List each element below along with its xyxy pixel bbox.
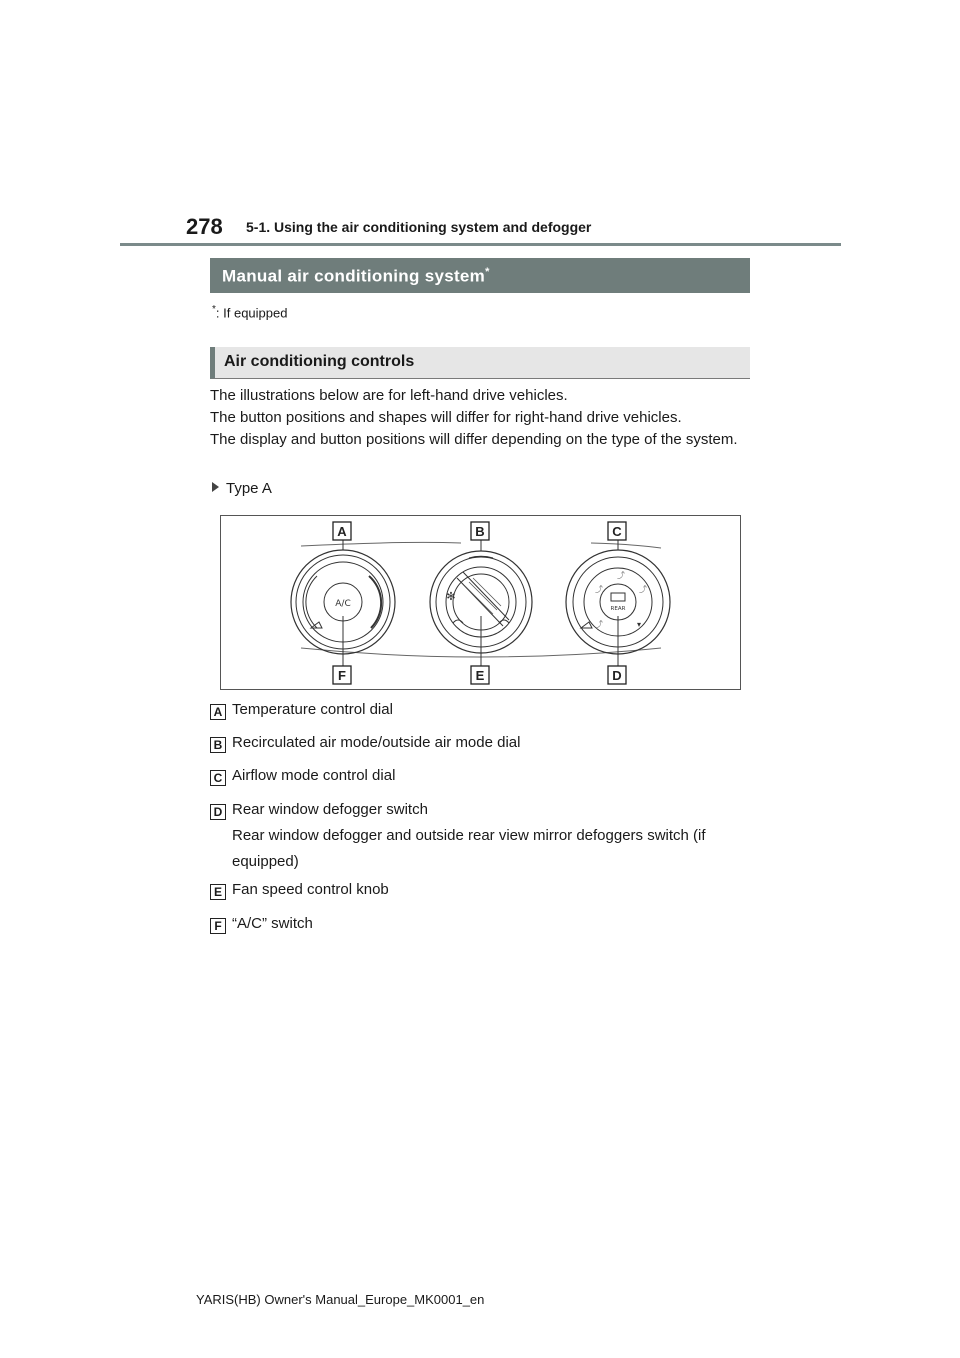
callout-e bbox=[471, 666, 489, 684]
legend-text-a: Temperature control dial bbox=[232, 701, 393, 718]
rear-button-text: REAR bbox=[610, 606, 626, 612]
svg-text:⤴: ⤴ bbox=[595, 620, 603, 629]
callout-a bbox=[333, 522, 351, 540]
type-label bbox=[212, 480, 272, 497]
legend-subtext-d: Rear window defogger and outside rear view mirror defoggers switch (if equipped) bbox=[232, 827, 706, 870]
legend-text-b: Recirculated air mode/outside air mode dial bbox=[232, 734, 521, 751]
callout-f bbox=[333, 666, 351, 684]
footnote bbox=[212, 304, 287, 320]
page-number: 278 bbox=[186, 214, 223, 239]
intro-line-1: The illustrations below are for left-hand drive vehicles. bbox=[210, 387, 568, 404]
callout-b-label: B bbox=[475, 524, 485, 539]
callout-c-label: C bbox=[612, 524, 622, 539]
legend-text-c: Airflow mode control dial bbox=[232, 767, 396, 784]
section-title-mark: * bbox=[485, 266, 490, 278]
type-label-text: Type A bbox=[226, 480, 272, 497]
legend-item-a bbox=[210, 701, 393, 720]
triangle-arrow-icon bbox=[212, 482, 219, 492]
legend-item-f bbox=[210, 915, 313, 934]
callout-b bbox=[471, 522, 489, 540]
svg-text:⤴: ⤴ bbox=[617, 571, 625, 580]
legend-text-d: Rear window defogger switch bbox=[232, 801, 428, 818]
chapter-title: 5-1. Using the air conditioning system and defogger bbox=[246, 219, 592, 235]
legend-key-d: D bbox=[210, 804, 226, 820]
legend-item-e bbox=[210, 881, 389, 900]
svg-text:▾: ▾ bbox=[637, 620, 642, 629]
callout-e-label: E bbox=[475, 668, 485, 683]
svg-text:⤴: ⤴ bbox=[595, 585, 603, 594]
legend-item-c bbox=[210, 767, 395, 786]
section-title: Manual air conditioning system bbox=[222, 266, 486, 286]
intro-line-2: The button positions and shapes will differ for right-hand drive vehicles. bbox=[210, 409, 682, 426]
control-panel-illustration bbox=[221, 516, 740, 689]
legend-key-c: C bbox=[210, 770, 226, 786]
callout-c bbox=[608, 522, 626, 540]
legend-key-a: A bbox=[210, 704, 226, 720]
legend-item-d bbox=[210, 801, 428, 820]
callout-d bbox=[608, 666, 626, 684]
subsection-title: Air conditioning controls bbox=[210, 347, 750, 379]
callout-f-label: F bbox=[338, 668, 346, 683]
legend-text-e: Fan speed control knob bbox=[232, 881, 389, 898]
section-title-bar bbox=[210, 258, 750, 293]
callout-d-label: D bbox=[612, 668, 622, 683]
legend-key-f: F bbox=[210, 918, 226, 934]
legend-key-b: B bbox=[210, 737, 226, 753]
legend-text-f: “A/C” switch bbox=[232, 915, 313, 932]
svg-text:✻: ✻ bbox=[446, 591, 456, 603]
footnote-text: : If equipped bbox=[215, 305, 288, 321]
callout-a-label: A bbox=[337, 524, 347, 539]
intro-line-3: The display and button positions will differ depending on the type of the system. bbox=[210, 431, 738, 448]
svg-text:⤴: ⤴ bbox=[639, 585, 647, 594]
legend-item-b bbox=[210, 734, 520, 753]
intro-text bbox=[210, 385, 755, 451]
legend-key-e: E bbox=[210, 884, 226, 900]
header-rule bbox=[120, 243, 841, 246]
footnote-mark: * bbox=[212, 304, 216, 315]
footer-text: YARIS(HB) Owner's Manual_Europe_MK0001_en bbox=[196, 1292, 485, 1307]
ac-button-text: A/C bbox=[335, 599, 351, 609]
control-panel-diagram bbox=[220, 515, 741, 690]
